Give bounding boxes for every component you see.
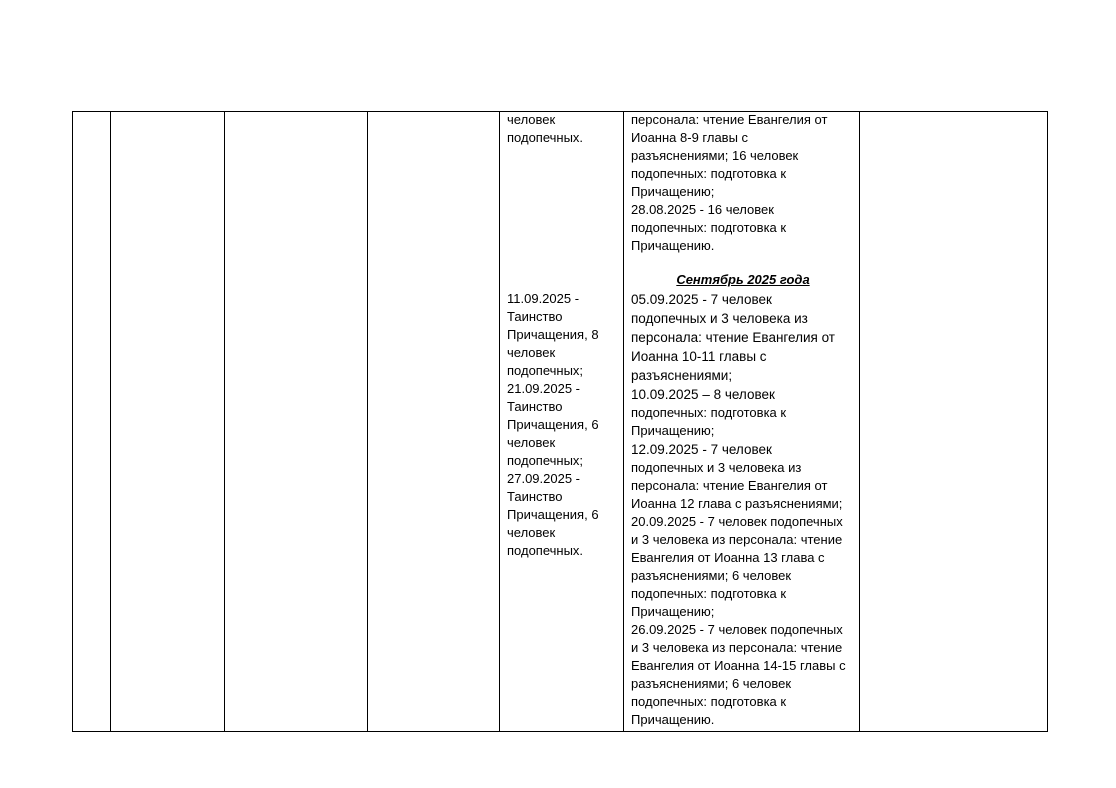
text-line: 21.09.2025 - <box>507 381 581 396</box>
text-line: подопечных: подготовка к <box>631 694 787 709</box>
table-cell-3 <box>225 112 368 732</box>
text-line: и 3 человека из персонала: чтение <box>631 640 843 655</box>
text-line: подопечных и 3 человека из <box>631 311 808 326</box>
table-cell-gospel-readings <box>624 112 860 732</box>
readings-september-part1 <box>631 290 855 404</box>
text-line: Причащению; <box>631 423 715 438</box>
table-row <box>73 112 1048 732</box>
text-line: Иоанна 8-9 главы с <box>631 130 749 145</box>
text-line: 05.09.2025 - 7 человек <box>631 292 772 307</box>
text-line: и 3 человека из персонала: чтение <box>631 532 843 547</box>
text-line: разъяснениями; 16 человек <box>631 148 799 163</box>
text-line: Причащения, 6 <box>507 507 599 522</box>
sacraments-september <box>507 290 617 560</box>
text-line: подопечных: подготовка к <box>631 220 787 235</box>
text-line: 11.09.2025 - <box>507 291 580 306</box>
text-line: Причащению; <box>631 184 715 199</box>
text-line: 28.08.2025 - 16 человек <box>631 202 774 217</box>
text-line: подопечных. <box>507 543 584 558</box>
text-line: Причащению; <box>631 604 715 619</box>
text-line: Таинство <box>507 489 563 504</box>
text-line: человек <box>507 435 556 450</box>
text-line: человек <box>507 525 556 540</box>
text-line: подопечных. <box>507 130 584 145</box>
text-line: персонала: чтение Евангелия от <box>631 330 835 345</box>
text-line: подопечных и 3 человека из <box>631 460 802 475</box>
table-cell-4 <box>368 112 500 732</box>
text-line: Таинство <box>507 399 563 414</box>
text-line: подопечных; <box>507 453 584 468</box>
text-line: Причащения, 6 <box>507 417 599 432</box>
text-line: персонала: чтение Евангелия от <box>631 478 828 493</box>
text-line: человек <box>507 112 556 127</box>
text-line: подопечных: подготовка к <box>631 586 787 601</box>
table-cell-sacraments <box>500 112 624 732</box>
text-line: подопечных: подготовка к <box>631 405 787 420</box>
text-line: подопечных; <box>507 363 584 378</box>
text-line: 10.09.2025 – 8 человек <box>631 387 775 402</box>
text-line: Причащению. <box>631 238 715 253</box>
readings-august-continuation <box>631 112 855 256</box>
text-line: подопечных: подготовка к <box>631 166 787 181</box>
table-cell-number <box>73 112 111 732</box>
text-line: Причащения, 8 <box>507 327 599 342</box>
text-line: Иоанна 10-11 главы с <box>631 349 767 364</box>
table-cell-2 <box>111 112 225 732</box>
text-line: разъяснениями; <box>631 368 733 383</box>
text-line: Таинство <box>507 309 563 324</box>
text-line: 27.09.2025 - <box>507 471 581 486</box>
report-table <box>72 111 1048 732</box>
text-line: Причащению. <box>631 712 715 727</box>
text-line: человек <box>507 345 556 360</box>
text-line: 26.09.2025 - 7 человек подопечных <box>631 622 843 637</box>
text-line: разъяснениями; 6 человек <box>631 676 792 691</box>
text-line: Иоанна 12 глава с разъяснениями; <box>631 496 843 511</box>
text-line: Евангелия от Иоанна 14-15 главы с <box>631 658 846 673</box>
readings-september-part3 <box>631 440 855 459</box>
text-line: персонала: чтение Евангелия от <box>631 112 828 127</box>
readings-september-part2 <box>631 404 855 440</box>
table-cell-7 <box>860 112 1048 732</box>
text-line: Евангелия от Иоанна 13 глава с <box>631 550 825 565</box>
text-line: разъяснениями; 6 человек <box>631 568 792 583</box>
readings-september-part4 <box>631 459 855 729</box>
text-line: 20.09.2025 - 7 человек подопечных <box>631 514 843 529</box>
month-heading: Сентябрь 2025 года <box>676 272 810 287</box>
sacraments-august-continuation <box>507 112 617 148</box>
text-line: 12.09.2025 - 7 человек <box>631 442 772 457</box>
